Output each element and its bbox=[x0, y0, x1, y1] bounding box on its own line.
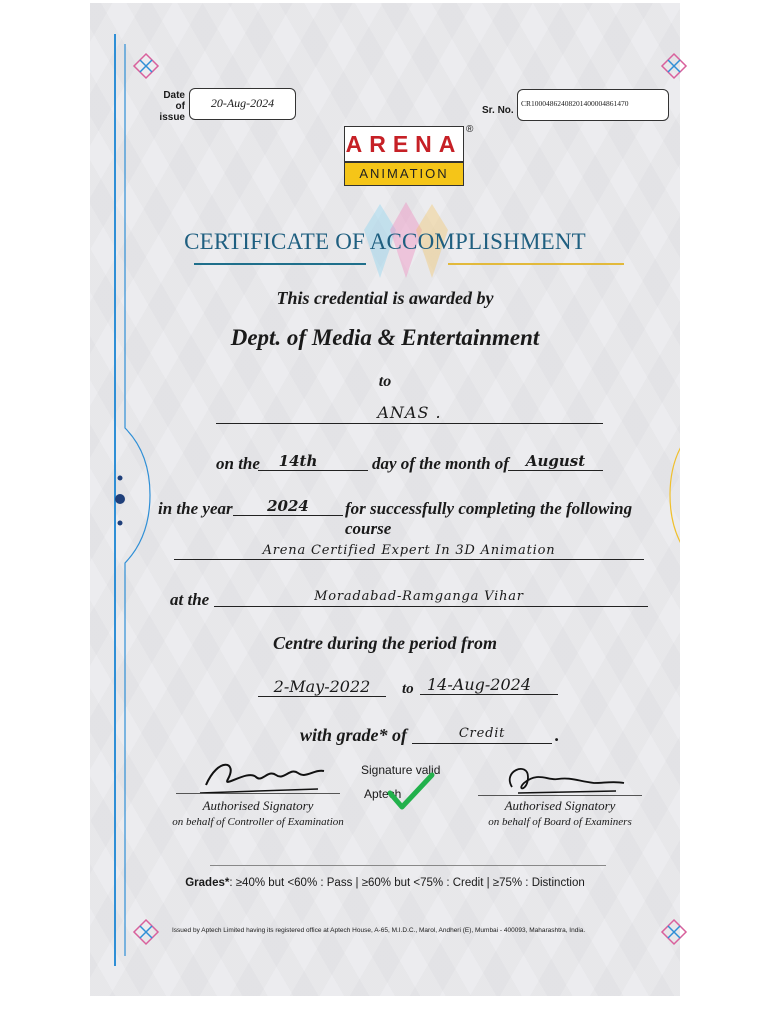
serial-value: CR10004862408201400004861470 bbox=[521, 99, 629, 108]
registered-mark: ® bbox=[466, 124, 474, 135]
right-signature-line bbox=[478, 795, 642, 796]
left-signatory-sub: on behalf of Controller of Examination bbox=[172, 816, 344, 828]
right-signatory-sub: on behalf of Board of Examiners bbox=[488, 816, 632, 828]
year-line bbox=[233, 515, 343, 516]
signature-valid-issuer: Aptech bbox=[364, 787, 402, 801]
from-date-line bbox=[258, 696, 386, 697]
centre-name: Moradabad-Ramganga Vihar bbox=[314, 589, 524, 604]
year-value: 2024 bbox=[267, 497, 309, 515]
issuer-footer: Issued by Aptech Limited having its registered office at Aptech House, A-65, M.I.D.C., Marol, Andheri (E), Mumbai - 400093, Maharashtra, India. bbox=[172, 927, 586, 934]
corner-ornament-icon bbox=[131, 51, 161, 81]
month-line bbox=[508, 470, 603, 471]
month-value: August bbox=[525, 452, 586, 470]
from-date: 2-May-2022 bbox=[273, 677, 371, 696]
check-mark-icon bbox=[386, 771, 436, 811]
completing-course-text: for successfully completing the following course bbox=[345, 499, 633, 538]
to-date: 14-Aug-2024 bbox=[427, 675, 531, 694]
course-line bbox=[174, 559, 644, 560]
at-the-text: at the bbox=[170, 590, 210, 609]
department-name: Dept. of Media & Entertainment bbox=[230, 325, 540, 350]
title-underline-right bbox=[448, 263, 624, 265]
day-of-month-text: day of the month of bbox=[372, 454, 509, 473]
grades-divider bbox=[210, 865, 606, 866]
serial-box bbox=[517, 89, 669, 121]
in-the-year-text: in the year bbox=[158, 499, 233, 518]
serial-label: Sr. No. bbox=[482, 105, 514, 116]
right-signatory-title: Authorised Signatory bbox=[504, 798, 616, 813]
day-value: 14th bbox=[278, 452, 318, 470]
logo-animation-text: ANIMATION bbox=[344, 162, 464, 186]
grade-period: . bbox=[555, 725, 560, 745]
to-word: to bbox=[402, 681, 414, 697]
recipient-name: ANAS . bbox=[377, 403, 442, 422]
grades-legend bbox=[90, 877, 680, 889]
left-signature-scribble bbox=[198, 755, 328, 797]
on-the-text: on the bbox=[216, 454, 260, 473]
awarded-by-text: This credential is awarded by bbox=[276, 288, 494, 308]
grades-label: Grades* bbox=[185, 877, 230, 889]
certificate-title: CERTIFICATE OF ACCOMPLISHMENT bbox=[184, 229, 586, 254]
to-date-line bbox=[420, 694, 558, 695]
logo-arena-text: ARENA bbox=[344, 126, 464, 162]
certificate-sheet bbox=[90, 3, 680, 996]
date-of-issue-label: Date of issue bbox=[159, 90, 185, 123]
grade-value: Credit bbox=[458, 726, 506, 741]
centre-period-text: Centre during the period from bbox=[272, 633, 498, 653]
course-name: Arena Certified Expert In 3D Animation bbox=[262, 543, 556, 558]
centre-line bbox=[214, 606, 648, 607]
date-of-issue-value: 20-Aug-2024 bbox=[210, 96, 275, 110]
date-of-issue-box bbox=[189, 88, 296, 120]
corner-ornament-icon bbox=[131, 917, 161, 947]
grades-text: : ≥40% but <60% : Pass | ≥60% but <75% : Credit | ≥75% : Distinction bbox=[229, 877, 585, 889]
corner-ornament-icon bbox=[659, 51, 689, 81]
with-grade-text: with grade* of bbox=[300, 725, 408, 745]
arena-animation-logo bbox=[344, 124, 474, 186]
title-underline-left bbox=[194, 263, 366, 265]
name-line bbox=[216, 423, 603, 424]
day-line bbox=[258, 470, 368, 471]
signature-valid-text: Signature valid bbox=[361, 763, 441, 777]
corner-ornament-icon bbox=[659, 917, 689, 947]
left-signature-line bbox=[176, 793, 340, 794]
grade-line bbox=[412, 743, 552, 744]
left-signatory-title: Authorised Signatory bbox=[202, 798, 314, 813]
to-text: to bbox=[378, 373, 392, 390]
